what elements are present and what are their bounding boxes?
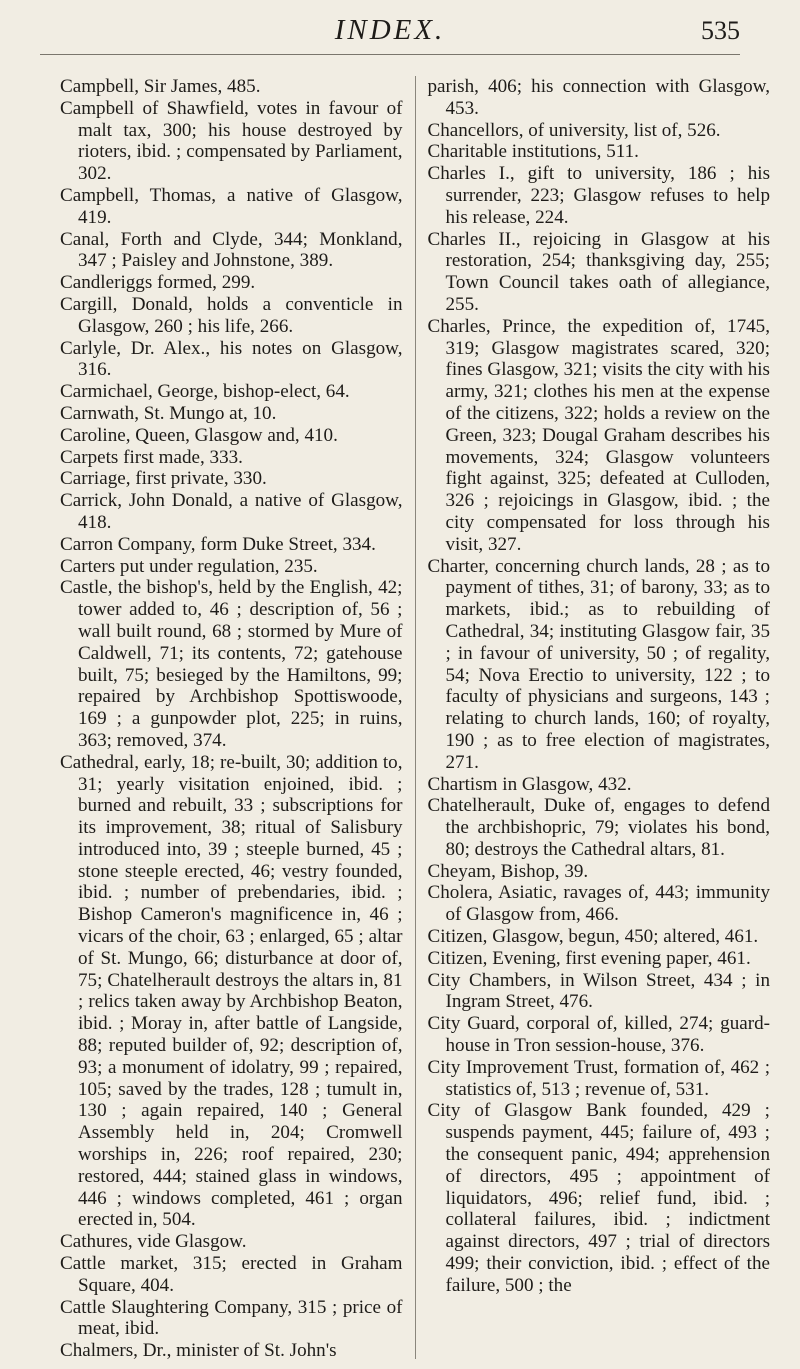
page-title: INDEX. bbox=[334, 14, 446, 46]
index-entry: Candleriggs formed, 299. bbox=[60, 272, 256, 294]
index-entry: Carron Company, form Duke Street, 334. bbox=[60, 533, 376, 555]
index-entry: City Chambers, in Wilson Street, 434 ; in Ingram Street, 476. bbox=[427, 969, 770, 1013]
index-entry: Charles II., rejoicing in Glasgow at his restoration, 254; thanksgiving day, 255; Town Council takes oath of allegiance, 255. bbox=[427, 228, 770, 315]
index-entry: Canal, Forth and Clyde, 344; Monkland, 347 ; Paisley and Johnstone, 389. bbox=[60, 228, 403, 272]
index-entry: Charles I., gift to university, 186 ; his surrender, 223; Glasgow refuses to help his release, 224. bbox=[427, 163, 770, 228]
index-entry: Charles, Prince, the expedition of, 1745, 319; Glasgow magistrates scared, 320; fines Glasgow, 321; visits the city with his army, 321; clothes his men at the expense of the citizens, 322; holds a review on the Green, 323; Dougal Graham describes his movements, 324; Glasgow volunteers fight against, 325; defeated at Culloden, 326 ; rejoicings in Glasgow, ibid. ; the city compensated for loss through his visit, 327. bbox=[427, 315, 770, 555]
index-entry: Carmichael, George, bishop-elect, 64. bbox=[60, 381, 350, 403]
page-number: 535 bbox=[701, 16, 740, 45]
index-entry: Carlyle, Dr. Alex., his notes on Glasgow, 316. bbox=[60, 337, 403, 381]
index-entry: Charitable institutions, 511. bbox=[427, 141, 639, 163]
index-entry: Cattle market, 315; erected in Graham Square, 404. bbox=[60, 1253, 403, 1296]
index-entry: Cathedral, early, 18; re-built, 30; addition to, 31; yearly visitation enjoined, ibid. ; burned and rebuilt, 33 ; subscriptions for its improvement, 38; ritual of Salisbury introduced into, 39 ; steeple burned, 45 ; stone steeple erected, 46; vestry founded, ibid. ; number of prebendaries, ibid. ; Bishop Cameron's magnificence in, 46 ; vicars of the choir, 63 ; enlarged, 65 ; altar of St. Mungo, 66; disturbance at door of, 75; Chatelherault destroys the altars in, 81 ; relics taken away by Archbishop Beaton, ibid. ; Moray in, after battle of Langside, 88; reputed builder of, 92; description of, 93; a monument of idolatry, 99 ; repaired, 105; saved by the trades, 128 ; tumult in, 130 ; again repaired, 140 ; General Assembly held in, 204; Cromwell worships in, 226; roof repaired, 230; restored, 444; stained glass in windows, 446 ; windows completed, 461 ; organ erected in, 504. bbox=[60, 751, 403, 1231]
index-entry: Carpets first made, 333. bbox=[60, 446, 243, 468]
index-entry: Cheyam, Bishop, 39. bbox=[427, 860, 589, 882]
index-entry: Carters put under regulation, 235. bbox=[60, 555, 318, 577]
left-column bbox=[60, 76, 403, 1359]
index-entry: Cattle Slaughtering Company, 315 ; price of meat, ibid. bbox=[60, 1296, 403, 1340]
index-entry: Charter, concerning church lands, 28 ; as to payment of tithes, 31; of barony, 33; as to markets, ibid.; as to rebuilding of Cathedral, 34; instituting Glasgow fair, 35 ; in favour of university, 50 ; of regality, 54; Nova Erectio to university, 122 ; to faculty of physicians and surgeons, 143 ; relating to church lands, 160; of royalty, 190 ; as to free election of magistrates, 271. bbox=[427, 555, 770, 773]
index-entry: Chalmers, Dr., minister of St. John's bbox=[60, 1340, 337, 1359]
index-entry: Cholera, Asiatic, ravages of, 443; immunity of Glasgow from, 466. bbox=[427, 882, 770, 926]
right-column bbox=[415, 76, 771, 1359]
index-entry: Campbell, Sir James, 485. bbox=[60, 76, 261, 97]
index-entry: Citizen, Glasgow, begun, 450; altered, 461. bbox=[427, 926, 759, 948]
index-entry: Carriage, first private, 330. bbox=[60, 468, 267, 490]
index-entry: Campbell, Thomas, a native of Glasgow, 419. bbox=[60, 184, 403, 228]
index-entry: Carrick, John Donald, a native of Glasgow, 418. bbox=[60, 490, 403, 533]
index-entry: Chartism in Glasgow, 432. bbox=[427, 773, 632, 795]
running-header bbox=[40, 14, 740, 55]
index-entry: City Guard, corporal of, killed, 274; guard-house in Tron session-house, 376. bbox=[427, 1013, 770, 1057]
index-entry: City of Glasgow Bank founded, 429 ; suspends payment, 445; failure of, 493 ; the consequent panic, 494; apprehension of directors, 495 ; appointment of liquidators, 496; relief fund, ibid. ; collateral failures, ibid. ; indictment against directors, 497 ; trial of directors 499; their conviction, ibid. ; effect of the failure, 500 ; the bbox=[427, 1100, 770, 1296]
index-columns bbox=[60, 76, 770, 1359]
index-entry: Chatelherault, Duke of, engages to defend the archbishopric, 79; violates his bond, 80; destroys the Cathedral altars, 81. bbox=[427, 795, 770, 860]
index-entry: Carnwath, St. Mungo at, 10. bbox=[60, 402, 277, 424]
index-entry: Castle, the bishop's, held by the English, 42; tower added to, 46 ; description of, 56 ; wall built round, 68 ; stormed by Mure of Caldwell, 71; its contents, 72; gatehouse built, 75; besieged by the Hamiltons, 99; repaired by Archbishop Spottiswoode, 169 ; a gunpowder plot, 225; in ruins, 363; removed, 374. bbox=[60, 577, 403, 751]
index-entry: Citizen, Evening, first evening paper, 461. bbox=[427, 947, 751, 969]
index-entry: Chancellors, of university, list of, 526. bbox=[427, 119, 721, 141]
index-entry: parish, 406; his connection with Glasgow, 453. bbox=[427, 76, 770, 119]
index-entry: Caroline, Queen, Glasgow and, 410. bbox=[60, 424, 338, 446]
index-entry: Cathures, vide Glasgow. bbox=[60, 1231, 247, 1253]
index-entry: Campbell of Shawfield, votes in favour of malt tax, 300; his house destroyed by rioters, ibid. ; compensated by Parliament, 302. bbox=[60, 97, 403, 185]
index-entry: Cargill, Donald, holds a conventicle in Glasgow, 260 ; his life, 266. bbox=[60, 293, 403, 337]
index-entry: City Improvement Trust, formation of, 462 ; statistics of, 513 ; revenue of, 531. bbox=[427, 1056, 770, 1100]
